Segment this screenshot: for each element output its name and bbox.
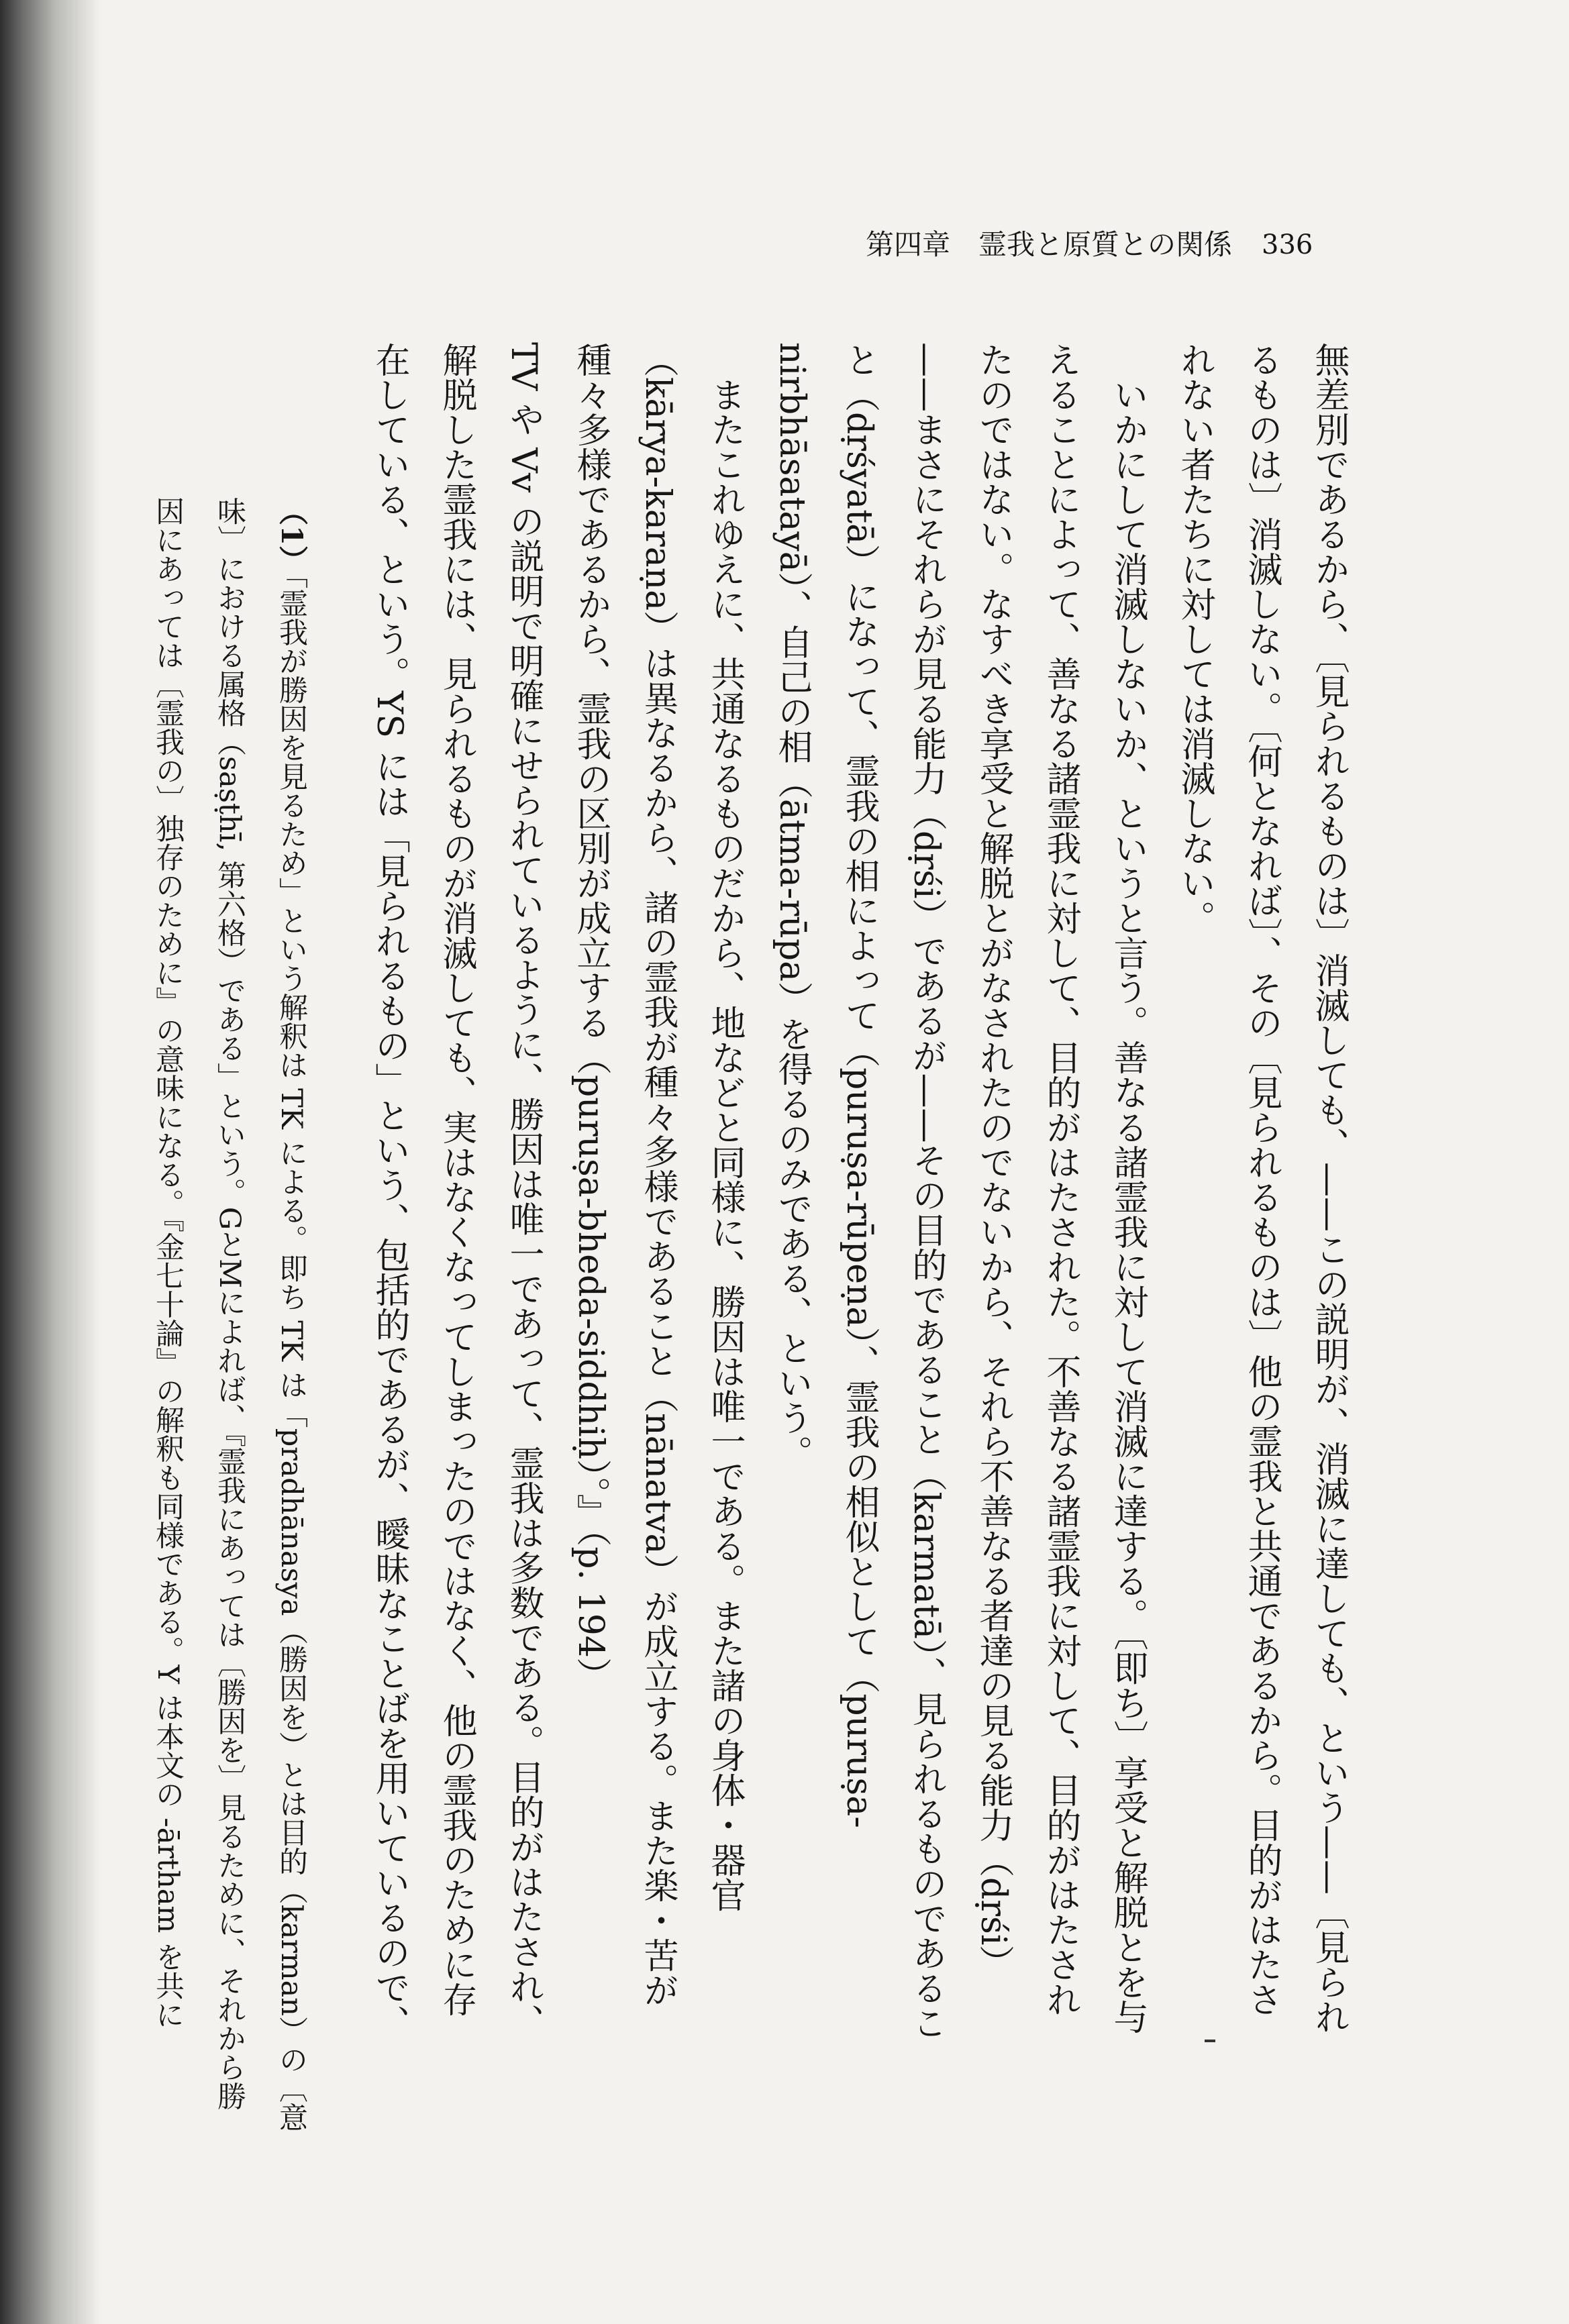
binding-shadow [0,0,101,2324]
footnote-mark: （1） [274,496,308,574]
footnote [137,496,322,2133]
paragraph: 無差別であるから、〔見られるものは〕消滅しても、——この説明が、消滅に達しても、という——〔見られるものは〕消滅しない。〔何となれば〕、その〔見られるものは〕他の霊我と共通であるから。目的がはたされない者たちに対しては消滅しない。 [1174,342,1349,2034]
paragraph: いかにして消滅しないか、というと言う。善なる諸霊我に対して消滅に達する。〔即ち〕享受と解脱とを与えることによって、善なる諸霊我に対して、目的がはたされた。不善なる諸霊我に対して、目的がはたされたのではない。なすべき享受と解脱とがなされたのでないから、それら不善なる者達の見る能力（dṛśi）——まさにそれらが見る能力（dṛśi）であるが——その目的であること（karmatā）、見られるものであること（dṛśyatā）になって、霊我の相によって（puruṣa-rūpeṇa）、霊我の相似として（puruṣa-nirbhāsatayā）、自己の相（ātma-rūpa）を得るのみである、という。 [772,342,1148,2041]
page-number: 336 [1262,229,1313,260]
footnote-block [134,496,322,2133]
paragraph: TV や Vv の説明で明確にせられているように、勝因は唯一であって、霊我は多数である。目的がはたされ、解脱した霊我には、見られるものが消滅しても、実はなくなってしまったのではなく、他の霊我のために存在している、という。YS には「見られるもの」という、包括的であるが、曖昧なことばを用いているので、 [369,342,544,2040]
running-header [866,225,1349,265]
margin-mark [1205,2040,1215,2042]
paragraph: またこれゆえに、共通なるものだから、地などと同様に、勝因は唯一である。また諸の身体・器官（kārya-karaṇa）は異なるから、諸の霊我が種々多様であること（nānatva）が成立する。また楽・苦が種々多様であるから、霊我の区別が成立する（puruṣa-bheda-siddhiḥ）。』（p. 194） [570,342,745,2008]
footnote-text: 「霊我が勝因を見るため」という解釈は TK による。即ち TK は「pradhānasya（勝因を）とは目的（karman）の〔意味〕における属格（saṣṭhī, 第六格）である」という。GとMによれば、『霊我にあっては〔勝因を〕見るために、それから勝因にあっては〔霊我の〕独存のために』の意味になる。『金七十論』の解釈も同様である。Y は本文の -ārtham を共に [151,496,308,2131]
chapter-title: 第四章 霊我と原質との関係 [866,228,1233,261]
main-text [342,342,1362,2046]
